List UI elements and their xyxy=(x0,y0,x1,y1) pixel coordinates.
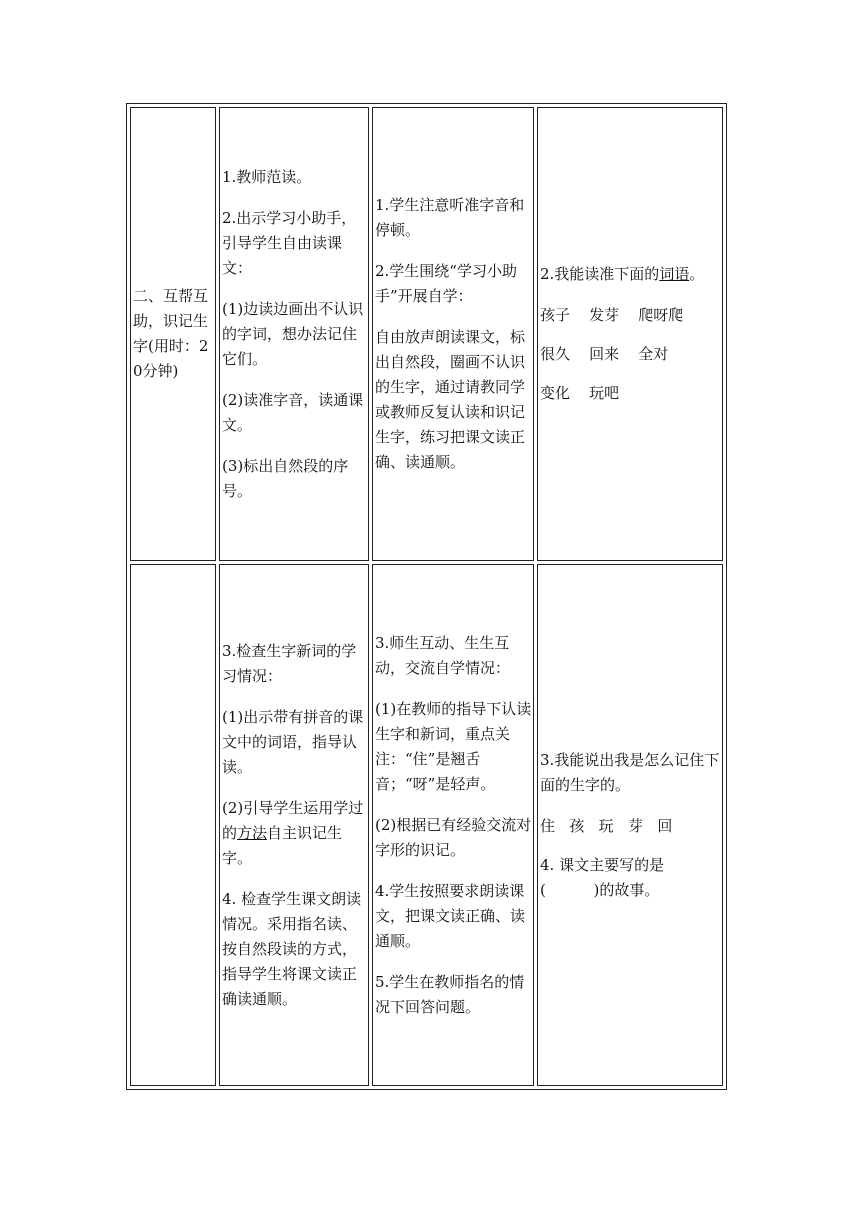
blank-open: ( xyxy=(540,880,546,899)
stage-label: 二、互帮互助，识记生字(用时：20分钟) xyxy=(133,287,209,380)
learning-target-cell xyxy=(537,564,723,1086)
student-step: 自由放声朗读课文，标出自然段，圈画不认识的生字，通过请教同学或教师反复认读和识记生字，练习把课文读正确、读通顺。 xyxy=(375,328,526,471)
table-row xyxy=(130,564,723,1086)
teacher-activity-cell xyxy=(219,107,369,561)
teacher-step: (1)出示带有拼音的课文中的词语，指导认读。 xyxy=(222,707,364,776)
underlined-term: 方法 xyxy=(237,823,268,842)
stage-cell xyxy=(130,564,216,1086)
target-question: 3.我能说出我是怎么记住下面的生字的。 xyxy=(540,750,720,794)
student-step: 2.学生围绕“学习小助手”开展自学： xyxy=(375,262,517,305)
teacher-step: (3)标出自然段的序号。 xyxy=(222,456,349,500)
word-line: 孩子 发芽 爬呀爬 xyxy=(540,306,684,324)
target-question: 4. 课文主要写的是 ( )的故事。 xyxy=(540,855,665,899)
student-activity-cell xyxy=(372,564,534,1086)
student-activity-cell xyxy=(372,107,534,561)
student-step: 4.学生按照要求朗读课文，把课文读正确、读通顺。 xyxy=(375,881,526,950)
underlined-term: 词语 xyxy=(659,265,690,283)
teacher-step: (2)引导学生运用学过的方法自主识记生字。 xyxy=(222,798,364,867)
teacher-step: 1.教师范读。 xyxy=(222,167,312,186)
teacher-step: (1)边读边画出不认识的字词，想办法记住它们。 xyxy=(222,299,364,368)
student-step: (2)根据已有经验交流对字形的识记。 xyxy=(375,815,532,859)
lesson-plan-table xyxy=(126,103,727,1090)
teacher-activity-cell xyxy=(219,564,369,1086)
teacher-step: (2)读准字音，读通课文。 xyxy=(222,390,364,434)
word-line: 很久 回来 全对 xyxy=(540,345,669,363)
target-question: 2.我能读准下面的词语。 xyxy=(540,265,705,283)
teacher-step: 3.检查生字新词的学习情况： xyxy=(222,641,357,685)
student-step: 1.学生注意听准字音和停顿。 xyxy=(375,196,525,239)
student-step: 5.学生在教师指名的情况下回答问题。 xyxy=(375,972,525,1016)
stage-cell xyxy=(130,107,216,561)
char-line: 住 孩 玩 芽 回 xyxy=(540,816,673,835)
student-step: (1)在教师的指导下认读生字和新词，重点关注：“住”是翘舌音；“呀”是轻声。 xyxy=(375,699,532,793)
table-row xyxy=(130,107,723,561)
teacher-step: 4. 检查学生课文朗读情况。采用指名读、按自然段读的方式，指导学生将课文读正确读通顺。 xyxy=(222,889,362,1008)
word-line: 变化 玩吧 xyxy=(540,384,620,402)
learning-target-cell xyxy=(537,107,723,561)
student-step: 3.师生互动、生生互动，交流自学情况： xyxy=(375,633,511,677)
teacher-step: 2.出示学习小助手，引导学生自由读课文： xyxy=(222,208,357,277)
blank-close: )的故事。 xyxy=(593,880,660,899)
